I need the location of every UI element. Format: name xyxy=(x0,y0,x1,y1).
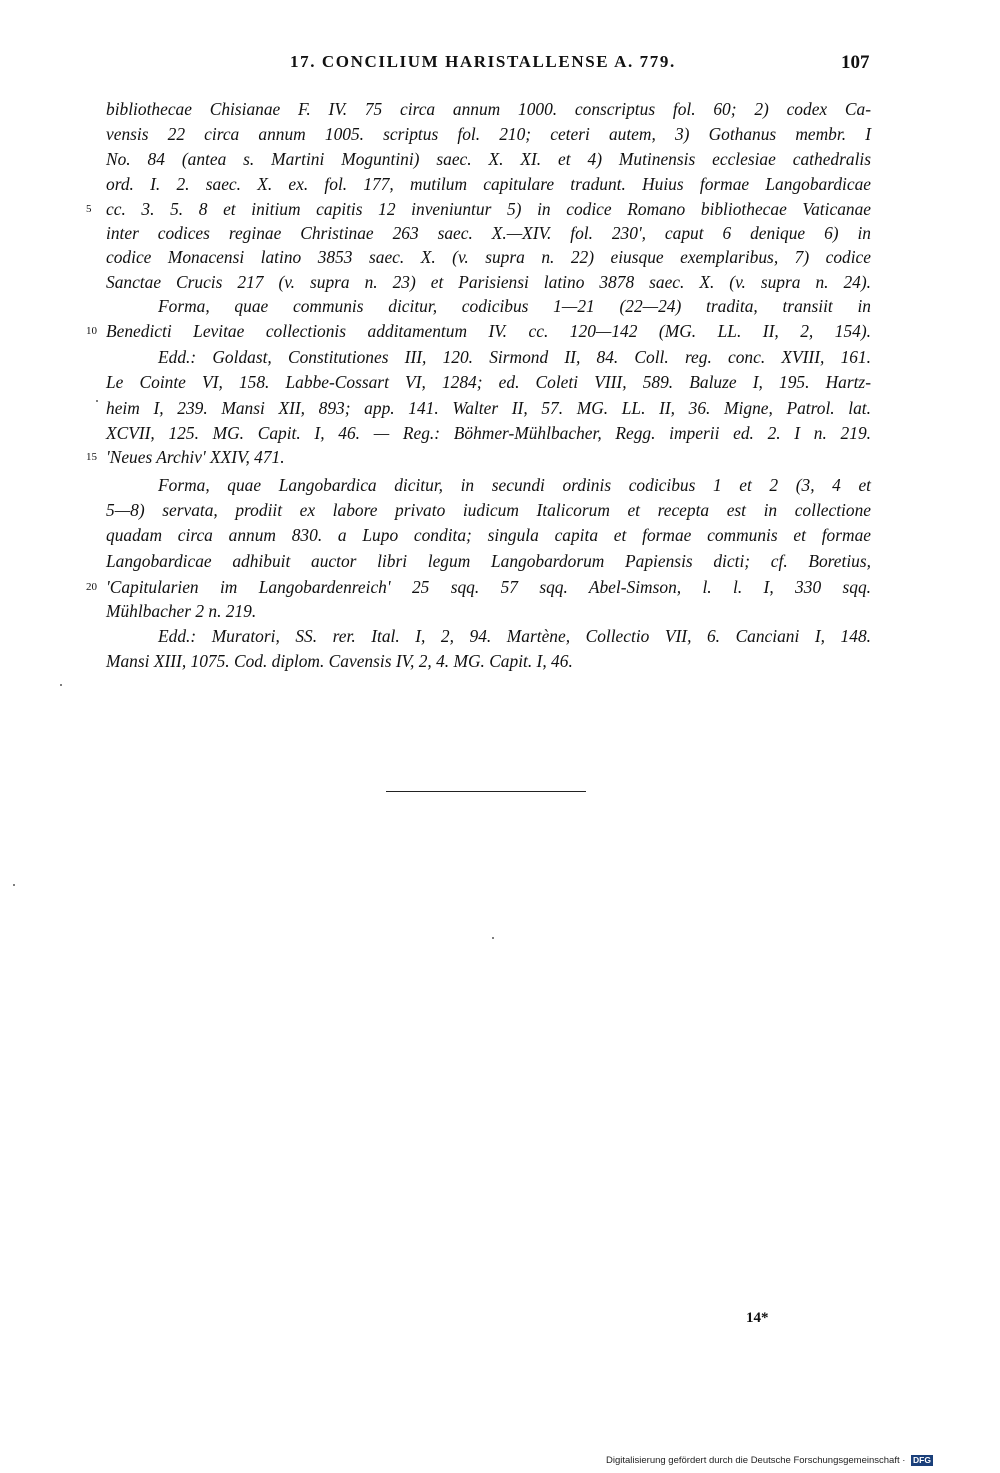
signature-mark: 14* xyxy=(746,1310,769,1326)
text-line: XCVII, 125. MG. Capit. I, 46. — Reg.: Böhmer-Mühlbacher, Regg. imperii ed. 2. I n. 219. xyxy=(106,423,871,443)
text-line: Mansi XIII, 1075. Cod. diplom. Cavensis IV, 2, 4. MG. Capit. I, 46. xyxy=(106,651,573,671)
text-line: ord. I. 2. saec. X. ex. fol. 177, mutilum capitulare tradunt. Huius formae Langobardicae xyxy=(106,174,871,194)
dfg-logo: DFG xyxy=(913,1455,931,1465)
text-line: cc. 3. 5. 8 et initium capitis 12 inveniuntur 5) in codice Romano bibliothecae Vaticanae xyxy=(106,199,871,219)
text-line: Forma, quae Langobardica dicitur, in secundi ordinis codicibus 1 et 2 (3, 4 et xyxy=(158,475,871,495)
text-line: Edd.: Goldast, Constitutiones III, 120. Sirmond II, 84. Coll. reg. conc. XVIII, 161. xyxy=(158,347,871,367)
footer-text: Digitalisierung gefördert durch die Deutsche Forschungsgemeinschaft · xyxy=(606,1455,906,1467)
text-line: codice Monacensi latino 3853 saec. X. (v. supra n. 22) eiusque exemplaribus, 7) codice xyxy=(106,247,871,267)
text-line: No. 84 (antea s. Martini Moguntini) saec. X. XI. et 4) Mutinensis ecclesiae cathedralis xyxy=(106,149,871,169)
section-rule xyxy=(386,791,586,792)
text-line: Le Cointe VI, 158. Labbe-Cossart VI, 1284; ed. Coleti VIII, 589. Baluze I, 195. Hartz- xyxy=(106,372,871,392)
line-number: 15 xyxy=(86,451,97,463)
text-line: Langobardicae adhibuit auctor libri legum Langobardorum Papiensis dicti; cf. Boretius, xyxy=(106,551,871,571)
scan-speck xyxy=(492,937,494,939)
scan-speck xyxy=(60,684,62,686)
text-line: Mühlbacher 2 n. 219. xyxy=(106,601,257,621)
text-line: Sanctae Crucis 217 (v. supra n. 23) et Parisiensi latino 3878 saec. X. (v. supra n. 24). xyxy=(106,272,871,292)
text-line: quadam circa annum 830. a Lupo condita; singula capita et formae communis et formae xyxy=(106,525,871,545)
scan-speck xyxy=(13,884,15,886)
text-line: heim I, 239. Mansi XII, 893; app. 141. Walter II, 57. MG. LL. II, 36. Migne, Patrol. lat. xyxy=(106,398,871,418)
running-title: 17. CONCILIUM HARISTALLENSE A. 779. xyxy=(290,52,676,71)
digitization-footer xyxy=(606,1455,933,1469)
text-line: vensis 22 circa annum 1005. scriptus fol. 210; ceteri autem, 3) Gothanus membr. I xyxy=(106,124,871,144)
page-number: 107 xyxy=(841,52,870,73)
text-line: bibliothecae Chisianae F. IV. 75 circa annum 1000. conscriptus fol. 60; 2) codex Ca- xyxy=(106,99,871,119)
text-line: Edd.: Muratori, SS. rer. Ital. I, 2, 94. Martène, Collectio VII, 6. Canciani I, 148. xyxy=(158,626,871,646)
text-line: Forma, quae communis dicitur, codicibus 1—21 (22—24) tradita, transiit in xyxy=(158,296,871,316)
text-line: 'Neues Archiv' XXIV, 471. xyxy=(106,447,285,467)
line-number: 20 xyxy=(86,581,97,593)
line-number: 5 xyxy=(86,203,92,215)
running-header xyxy=(0,52,1000,78)
text-line: Benedicti Levitae collectionis additamentum IV. cc. 120—142 (MG. LL. II, 2, 154). xyxy=(106,321,871,341)
text-line: inter codices reginae Christinae 263 saec. X.—XIV. fol. 230', caput 6 denique 6) in xyxy=(106,223,871,243)
line-number: 10 xyxy=(86,325,97,337)
text-line: 5—8) servata, prodiit ex labore privato iudicum Italicorum et recepta est in collectione xyxy=(106,500,871,520)
text-line: 'Capitularien im Langobardenreich' 25 sqq. 57 sqq. Abel-Simson, l. l. I, 330 sqq. xyxy=(106,577,871,597)
scan-speck xyxy=(96,400,98,402)
